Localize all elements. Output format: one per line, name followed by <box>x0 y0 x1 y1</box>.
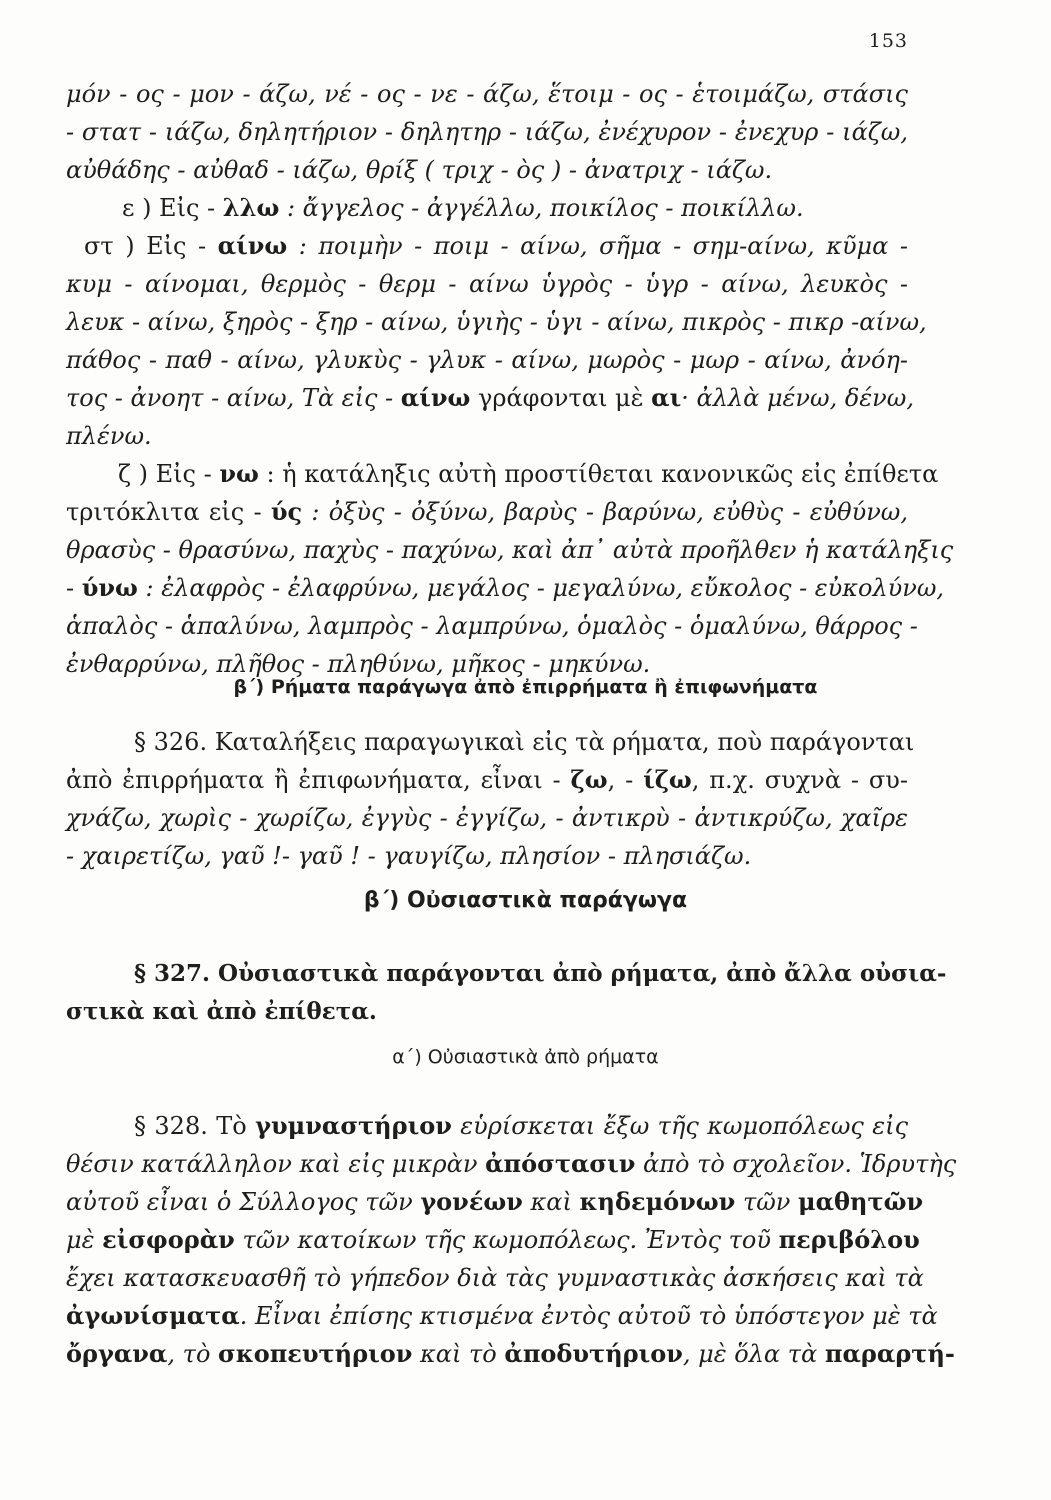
text-line: ζ ) Εἰς - νω : ἡ κατάληξις αὐτὴ προστίθεται κανονικῶς εἰς ἐπίθετα <box>118 459 939 488</box>
text-line: θρασὺς - θρασύνω, παχὺς - παχύνω, καὶ ἀπ᾽ αὐτὰ προῆλθεν ἡ κατάληξις <box>66 536 954 564</box>
text-line: - ύνω : ἐλαφρὸς - ἐλαφρύνω, μεγάλος - μεγαλύνω, εὔκολος - εὐκολύνω, <box>66 573 945 602</box>
text-line: § 327. Οὐσιαστικὰ παράγονται ἀπὸ ρήματα, ἀπὸ ἄλλα οὐσια- <box>134 960 947 987</box>
text-line: αὐθάδης - αὐθαδ - ιάζω, θρίξ ( τριχ - ὸς ) - ἀνατριχ - ιάζω. <box>66 156 773 184</box>
ending-term: ίζω <box>643 765 692 794</box>
keyword: σκοπευτήριον <box>218 1339 413 1368</box>
section-heading: β΄) Οὐσιαστικὰ παράγωγα <box>363 888 688 913</box>
text-line: αὐτοῦ εἶναι ὁ Σύλλογος τῶν γονέων καὶ κηδεμόνων τῶν μαθητῶν <box>66 1187 924 1216</box>
keyword: μαθητῶν <box>798 1187 924 1216</box>
text-line: τος - ἀνοητ - αίνω, Τὰ εἰς - αίνω γράφονται μὲ αι· ἀλλὰ μένω, δένω, <box>66 383 914 412</box>
text-line: - χαιρετίζω, γαῦ !- γαῦ ! - γαυγίζω, πλησίον - πλησιάζω. <box>66 842 752 870</box>
ending-term: ύνω <box>81 573 138 602</box>
text-line: πάθος - παθ - αίνω, γλυκὺς - γλυκ - αίνω, μωρὸς - μωρ - αίνω, ἀνόη- <box>66 346 908 374</box>
ending-term: αίνω <box>400 383 471 412</box>
text-line: θέσιν κατάλληλον καὶ εἰς μικρὰν ἀπόστασιν ἀπὸ τὸ σχολεῖον. Ἱδρυτὴς <box>66 1149 957 1178</box>
text-line: ἀπὸ ἐπιρρήματα ἢ ἐπιφωνήματα, εἶναι - ζω, - ίζω, π.χ. συχνὰ - συ- <box>66 765 908 794</box>
text-line: ἁπαλὸς - ἁπαλύνω, λαμπρὸς - λαμπρύνω, ὁμαλὸς - ὁμαλύνω, θάρρος - <box>66 612 918 640</box>
text-line: - στατ - ιάζω, δηλητήριον - δηλητηρ - ιάζω, ἐνέχυρον - ἐνεχυρ - ιάζω, <box>66 118 908 146</box>
text-line: ἔχει κατασκευασθῆ τὸ γήπεδον διὰ τὰς γυμναστικὰς ἀσκήσεις καὶ τὰ <box>66 1264 924 1292</box>
keyword: κηδεμόνων <box>579 1187 736 1216</box>
text-line: ὄργανα, τὸ σκοπευτήριον καὶ τὸ ἀποδυτήριον, μὲ ὅλα τὰ παραρτή- <box>66 1339 955 1368</box>
section-heading: α΄) Οὐσιαστικὰ ἀπὸ ρήματα <box>392 1046 659 1068</box>
text-line: κυμ - αίνομαι, θερμὸς - θερμ - αίνω ὑγρὸς - ὑγρ - αίνω, λευκὸς - <box>66 270 908 298</box>
ending-term: αι <box>651 383 682 412</box>
text-line: τριτόκλιτα εἰς - ύς : ὀξὺς - ὀξύνω, βαρὺς - βαρύνω, εὐθὺς - εὐθύνω, <box>66 497 908 526</box>
text-line: ἀγωνίσματα. Εἶναι ἐπίσης κτισμένα ἐντὸς αὐτοῦ τὸ ὑπόστεγον μὲ τὰ <box>66 1301 938 1330</box>
keyword: ὄργανα <box>66 1339 168 1368</box>
ending-term: ζω <box>570 765 608 794</box>
text-line: μὲ εἰσφορὰν τῶν κατοίκων τῆς κωμοπόλεως. Ἐντὸς τοῦ περιβόλου <box>66 1225 920 1254</box>
keyword: γονέων <box>420 1187 523 1216</box>
keyword: ἀποδυτήριον <box>504 1339 683 1368</box>
ending-term: νω <box>219 459 259 488</box>
keyword: εἰσφορὰν <box>102 1225 235 1254</box>
section-heading: β΄) Ρήματα παράγωγα ἀπὸ ἐπιρρήματα ἢ ἐπιφωνήματα <box>233 676 818 698</box>
text-line: § 326. Καταλήξεις παραγωγικαὶ εἰς τὰ ρήματα, ποὺ παράγονται <box>134 728 915 756</box>
text-line: ἐνθαρρύνω, πλῆθος - πληθύνω, μῆκος - μηκύνω. <box>66 650 651 678</box>
text-line: στικὰ καὶ ἀπὸ ἐπίθετα. <box>66 998 377 1025</box>
keyword: ἀπόστασιν <box>485 1149 636 1178</box>
text-line: ε ) Εἰς - λλω : ἄγγελος - ἀγγέλλω, ποικίλος - ποικίλλω. <box>122 193 804 222</box>
keyword: περιβόλου <box>778 1225 920 1254</box>
keyword: γυμναστήριον <box>255 1111 452 1140</box>
ending-term: ύς <box>270 497 303 526</box>
ending-term: αίνω <box>217 231 288 260</box>
ending-term: λλω <box>222 193 280 222</box>
page-number: 153 <box>868 30 908 52</box>
keyword: ἀγωνίσματα <box>66 1301 240 1330</box>
text-line: § 328. Τὸ γυμναστήριον εὑρίσκεται ἔξω τῆς κωμοπόλεως εἰς <box>134 1111 909 1140</box>
text-line: χνάζω, χωρὶς - χωρίζω, ἐγγὺς - ἐγγίζω, - ἀντικρὺ - ἀντικρύζω, χαῖρε <box>66 804 908 832</box>
text-line: στ ) Εἰς - αίνω : ποιμὴν - ποιμ - αίνω, σῆμα - σημ-αίνω, κῦμα - <box>84 231 908 260</box>
text-line: μόν - ος - μον - άζω, νέ - ος - νε - άζω, ἕτοιμ - ος - ἑτοιμάζω, στάσις <box>66 80 908 108</box>
text-line: λευκ - αίνω, ξηρὸς - ξηρ - αίνω, ὑγιὴς - ὑγι - αίνω, πικρὸς - πικρ -αίνω, <box>66 308 927 336</box>
text-line: πλένω. <box>66 422 152 450</box>
keyword: παραρτή- <box>824 1339 955 1368</box>
